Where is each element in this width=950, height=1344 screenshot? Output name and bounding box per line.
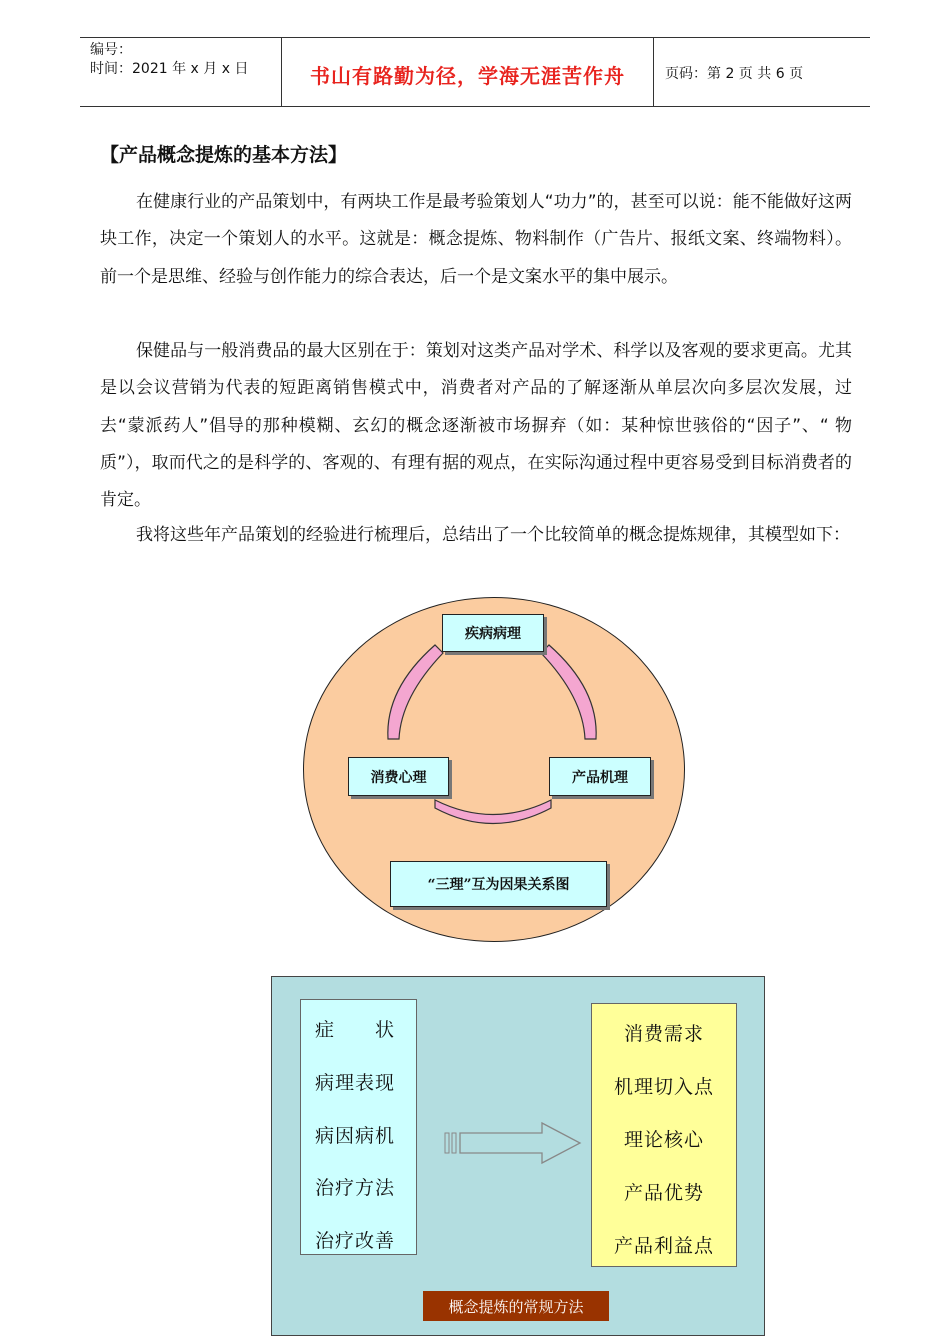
header-motto: 书山有路勤为径，学海无涯苦作舟 (310, 64, 625, 88)
header-divider (653, 38, 654, 106)
right-column (591, 1003, 737, 1267)
box-disease-pathology: 疾病病理 (442, 614, 544, 652)
paragraph-1: 在健康行业的产品策划中，有两块工作是最考验策划人“功力”的，甚至可以说：能不能做好这两块工作，决定一个策划人的水平。这就是：概念提炼、物料制作（广告片、报纸文案、终端物料）。前一个是思维、经验与创作能力的综合表达，后一个是文案水平的集中展示。 (100, 192, 852, 287)
page-number: 页码：第 2 页 共 6 页 (665, 66, 804, 82)
box-product-mechanism: 产品机理 (549, 757, 651, 796)
left-item: 症 状 (315, 1019, 396, 1041)
date-label: 时间：2021 年 x 月 x 日 (90, 61, 249, 77)
left-item: 病因病机 (315, 1125, 396, 1147)
paragraph-2: 保健品与一般消费品的最大区别在于：策划对这类产品对学术、科学以及客观的要求更高。尤其是以会议营销为代表的短距离销售模式中，消费者对产品的了解逐渐从单层次向多层次发展，过去“蒙派药人”倡导的那种模糊、玄幻的概念逐渐被市场摒弃（如：某种惊世骇俗的“因子”、“ 物质”），取而代之的是科学的、客观的、有理有据的观点，在实际沟通过程中更容易受到目标消费者的肯定。 (100, 341, 852, 511)
right-item: 产品优势 (623, 1182, 704, 1204)
number-label: 编号： (90, 42, 132, 58)
box-consumer-psychology: 消费心理 (348, 757, 449, 796)
right-item: 机理切入点 (613, 1076, 714, 1098)
header-meta (90, 41, 248, 79)
left-item: 治疗改善 (315, 1230, 396, 1252)
page-header (80, 37, 870, 107)
right-item: 产品利益点 (613, 1235, 714, 1257)
diagram1-caption: “三理”互为因果关系图 (390, 861, 607, 907)
left-item: 病理表现 (315, 1072, 396, 1094)
method-panel (271, 976, 765, 1336)
left-column (300, 999, 417, 1255)
paragraph-3: 我将这些年产品策划的经验进行梳理后，总结出了一个比较简单的概念提炼规律，其模型如下： (136, 525, 850, 545)
section-title: 【产品概念提炼的基本方法】 (100, 144, 348, 166)
right-item: 消费需求 (623, 1023, 704, 1045)
left-item: 治疗方法 (315, 1177, 396, 1199)
right-item: 理论核心 (623, 1129, 704, 1151)
right-arrow-icon (444, 1121, 584, 1171)
diagram2-caption: 概念提炼的常规方法 (423, 1291, 609, 1321)
